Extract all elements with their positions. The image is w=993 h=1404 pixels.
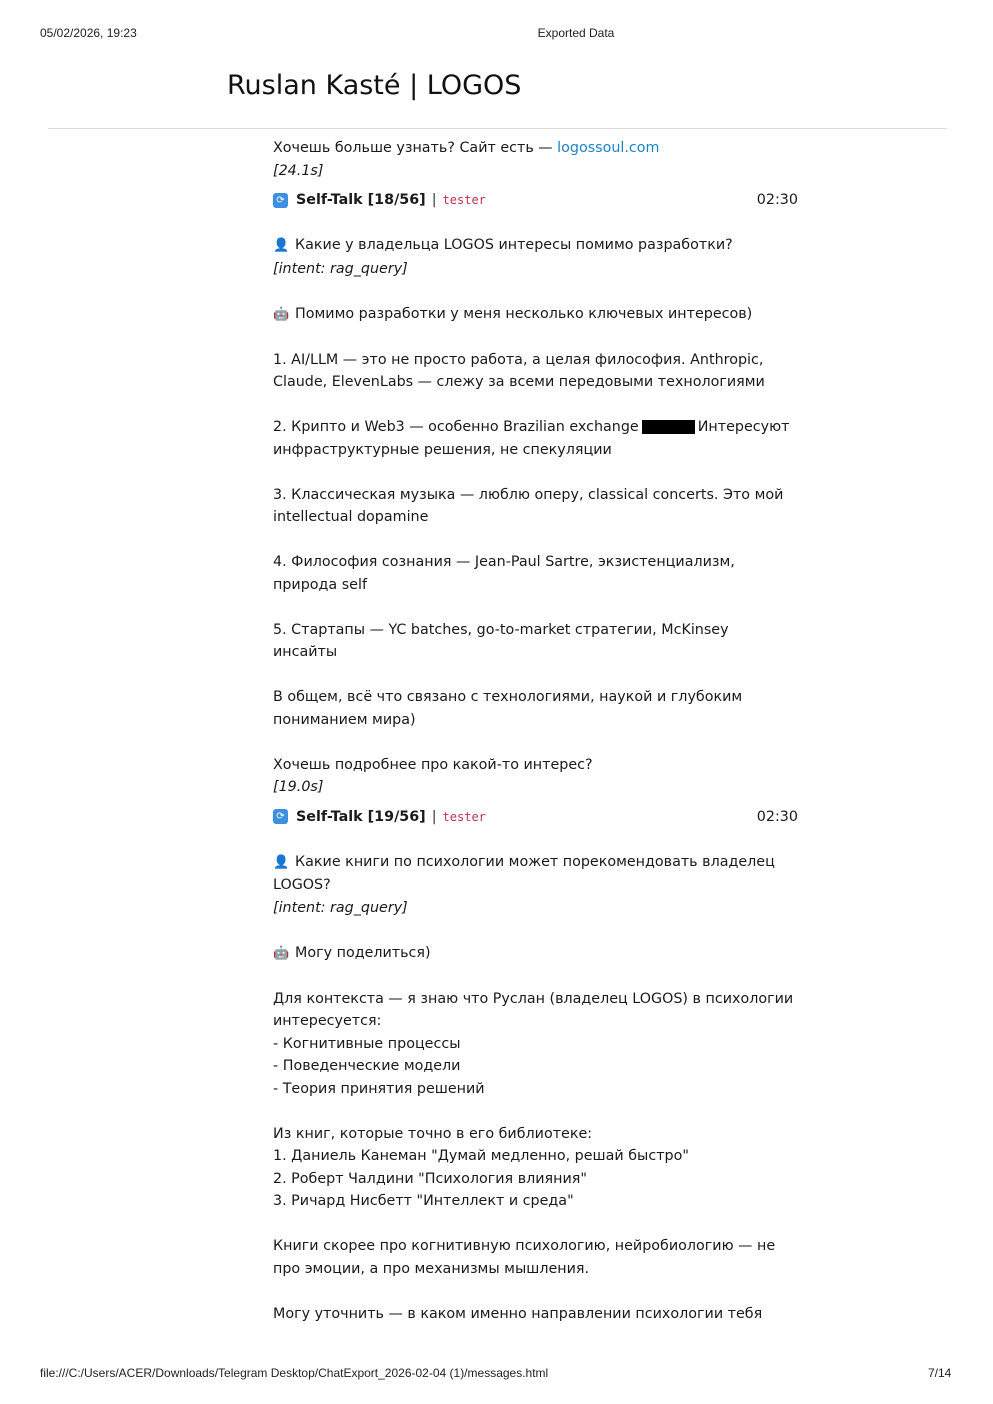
answer-line: Для контекста — я знаю что Руслан (владелец LOGOS) в психологии	[273, 990, 794, 1007]
message-19	[273, 806, 803, 1326]
answer	[273, 942, 803, 966]
answer-line: инфраструктурные решения, не спекуляции	[273, 441, 612, 458]
question-text: Какие у владельца LOGOS интересы помимо разработки?	[295, 237, 733, 253]
answer-line: Из книг, которые точно в его библиотеке:	[273, 1125, 593, 1142]
timestamp: 02:30	[756, 192, 798, 208]
answer	[273, 303, 803, 327]
answer-line: Claude, ElevenLabs — слежу за всеми передовыми технологиями	[273, 374, 765, 390]
answer-line: - Когнитивные процессы	[273, 1035, 461, 1052]
robot-icon: 🤖	[273, 306, 290, 322]
user-tag: tester	[442, 809, 486, 824]
timestamp: 02:30	[756, 808, 798, 825]
message-18	[273, 189, 803, 799]
robot-icon: 🤖	[273, 945, 290, 961]
intent: [intent: rag_query]	[273, 899, 408, 916]
duration: [24.1s]	[273, 162, 324, 179]
text: Интересуют	[697, 419, 790, 435]
answer-line	[273, 416, 803, 439]
answer-line: Книги скорее про когнитивную психологию, нейробиологию — не	[273, 1238, 776, 1254]
print-datetime: 05/02/2026, 19:23	[40, 26, 137, 40]
answer-line	[273, 1213, 803, 1236]
messages	[273, 137, 803, 1325]
divider	[48, 128, 947, 129]
answer-line: инсайты	[273, 644, 338, 660]
redaction	[642, 420, 695, 434]
user-icon: 👤	[273, 854, 290, 870]
message-header	[273, 806, 803, 829]
answer-line: - Теория принятия решений	[273, 1080, 485, 1097]
answer-line: - Поведенческие модели	[273, 1058, 461, 1074]
answer-line: Могу уточнить — в каком именно направлении психологии тебя	[273, 1305, 763, 1322]
question-text: Какие книги по психологии может порекомендовать владелец	[295, 853, 775, 870]
question	[273, 234, 803, 258]
text: Хочешь больше узнать? Сайт есть —	[273, 140, 558, 156]
answer-line	[273, 1100, 803, 1123]
question	[273, 851, 803, 875]
user-tag: tester	[442, 193, 486, 207]
answer-line: Хочешь подробнее про какой-то интерес?	[273, 756, 593, 773]
user-icon: 👤	[273, 238, 290, 253]
answer-line: intellectual dopamine	[273, 509, 429, 525]
answer-line: 1. AI/LLM — это не просто работа, а целая философия. Anthropic,	[273, 351, 764, 368]
chat-title: Ruslan Kasté | LOGOS	[227, 70, 522, 101]
refresh-icon: ⟳	[273, 809, 288, 824]
message-label: Self-Talk [19/56]	[296, 808, 426, 825]
duration: [19.0s]	[273, 779, 324, 795]
answer-line: 1. Даниель Канеман "Думай медленно, решай быстро"	[273, 1148, 689, 1164]
answer-text: Помимо разработки у меня несколько ключевых интересов)	[295, 305, 753, 322]
text: 2. Крипто и Web3 — особенно Brazilian exchange	[273, 419, 639, 435]
answer-line	[273, 1280, 803, 1303]
answer-line: 5. Стартапы — YC batches, go-to-market стратегии, McKinsey	[273, 621, 729, 638]
refresh-icon: ⟳	[273, 193, 288, 208]
intent: [intent: rag_query]	[273, 260, 408, 277]
site-link[interactable]: logossoul.com	[557, 140, 660, 156]
answer-line: В общем, всё что связано с технологиями, наукой и глубоким	[273, 689, 743, 705]
answer-line: пониманием мира)	[273, 711, 416, 728]
answer-line: про эмоции, а про механизмы мышления.	[273, 1260, 590, 1277]
answer-line: природа self	[273, 576, 367, 593]
message-label: Self-Talk [18/56]	[296, 192, 426, 208]
prev-message-line	[273, 137, 803, 160]
message-header	[273, 189, 803, 212]
print-doc-title: Exported Data	[537, 26, 615, 40]
answer-line: 4. Философия сознания — Jean-Paul Sartre, экзистенциализм,	[273, 554, 735, 570]
answer-text: Могу поделиться)	[295, 944, 431, 961]
answer-line: 3. Классическая музыка — люблю оперу, classical concerts. Это мой	[273, 486, 784, 503]
separator: |	[431, 192, 437, 208]
question-text: LOGOS?	[273, 877, 331, 893]
separator: |	[431, 808, 437, 825]
answer-line: 2. Роберт Чалдини "Психология влияния"	[273, 1170, 587, 1187]
print-file-path: file:///C:/Users/ACER/Downloads/Telegram Desktop/ChatExport_2026-02-04 (1)/messages.html	[40, 1366, 549, 1380]
print-page-number: 7/14	[928, 1366, 952, 1380]
answer-line: 3. Ричард Нисбетт "Интеллект и среда"	[273, 1193, 574, 1209]
answer-line: интересуется:	[273, 1013, 382, 1029]
